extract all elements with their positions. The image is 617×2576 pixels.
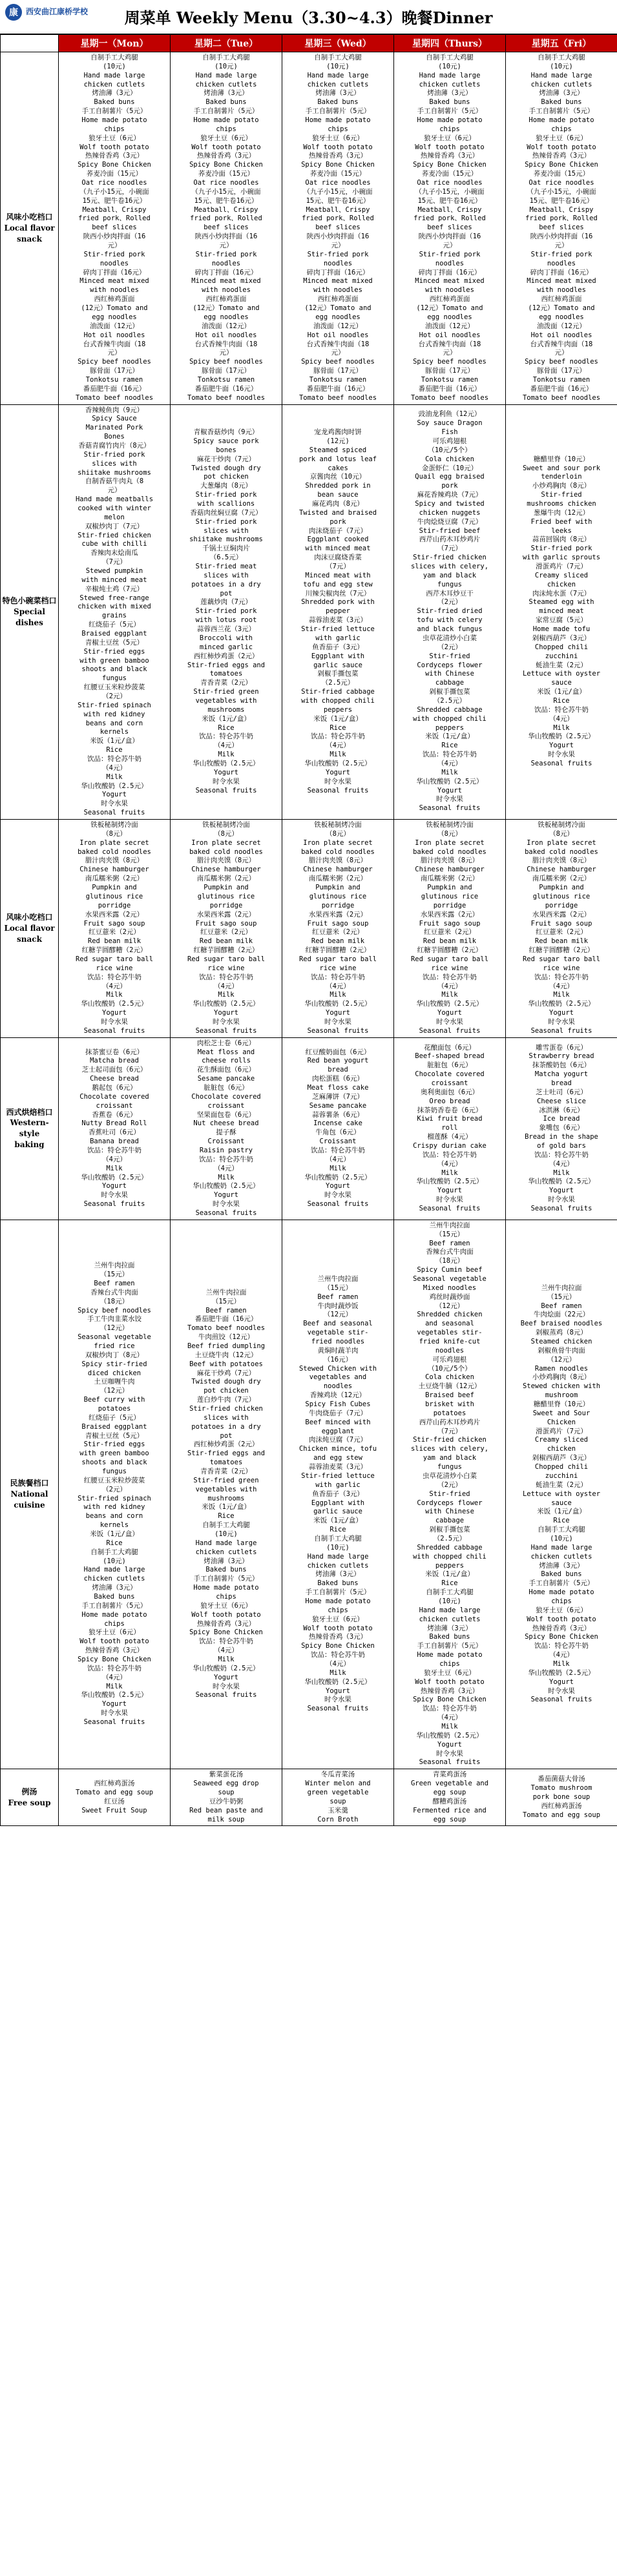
category-label: 民族餐档口 National cuisine (1, 1220, 59, 1769)
menu-row-special-dishes (1, 404, 617, 820)
menu-cell-fri: 雕雪蛋卷（6元） Strawberry bread 抹茶酸奶包（6元） Matcha yogurt bread 芝士吐司（6元） Cheese slice 冰淇淋（6元） Ice bread 象嘴包（6元） Bread in the shape of gold bars 饮品：特仑苏牛奶 （4元） Milk 华山牧酸奶（2.5元） Yogurt 时令水果 Seasonal fruits (506, 1037, 617, 1220)
menu-cell-tue: 兰州牛肉拉面 （15元） Beef ramen 番茄肥牛面（16元） Tomato beef noodles 牛肉煎饺（12元） Beef fried dumpling 土豆烧牛肉（12元） Beef with potatoes 麻花干炒鸡（7元） Twisted dough dry pot chicken 莲白炒牛肉（7元） Stir-fried chicken slices with potatoes in a dry pot 西红柿炒鸡蛋（2元） Stir-fried eggs and tomatoes 青香青菜（2元） Stir-fried green vegetables with mushrooms 米饭（1元/盒） Rice 自制手工大鸡腿 (10元) Hand made large chicken cutlets 烤油薄（3元） Baked buns 手工自制薯片（5元） Home made potato chips 狼牙土豆（6元） Wolf tooth potato 热辣骨香鸡（3元） Spicy Bone Chicken 饮品：特仑苏牛奶 （4元） Milk 华山牧酸奶（2.5元） Yogurt 时令水果 Seasonal fruits (171, 1220, 282, 1769)
menu-row-free-soup (1, 1769, 617, 1826)
menu-cell-thu: 豉油龙利鱼（12元） Soy sauce Dragon Fish 可乐鸡翅根 （10元/5个） Cola chicken 金蛋虾仁（10元） Quail egg braised pork 麻花香辣鸡块（7元） Spicy and twisted chicken nuggets 牛肉烩烧豆腐（7元） Stir-fried beef 西芹山药木耳炒鸡片 （7元） Stir-fried chicken slices with celery, yam and black fungus 西芹木耳炒豆干 （2元） Stir-fried dried tofu with celery and black fungus 虫草花清炒小白菜 （2元） Stir-fried Cordyceps flower with Chinese cabbage 剁椒手撕包菜 （2.5元） Shredded cabbage with chopped chili peppers 米饭（1元/盒） Rice 饮品：特仑苏牛奶 （4元） Milk 华山牧酸奶（2.5元） Yogurt 时令水果 Seasonal fruits (394, 404, 506, 820)
day-header-mon: 星期一（Mon） (59, 35, 171, 52)
menu-cell-tue: 肉松芝士卷（6元） Meat floss and cheese rolls 花生酥面包（6元） Sesame pancake 脏脏包（6元） Chocolate covered croissant 坚果面包卷（6元） Nut cheese bread 提子酥 Croissant Raisin pastry 饮品：特仑苏牛奶 （4元） Milk 华山牧酸奶（2.5元） Yogurt 时令水果 Seasonal fruits (171, 1037, 282, 1220)
corner-cell (1, 35, 59, 52)
school-name: 西安曲江康桥学校 (26, 7, 89, 17)
category-label: 特色小碗菜档口 Special dishes (1, 404, 59, 820)
page-header (0, 0, 617, 34)
menu-cell-fri: 番茄菌菇大骨汤 Tomato mushroom pork bone soup 西红柿鸡蛋汤 Tomato and egg soup (506, 1769, 617, 1826)
day-header-wed: 星期三（Wed） (282, 35, 394, 52)
menu-row-western-baking (1, 1037, 617, 1220)
menu-row-local-snack-2 (1, 820, 617, 1038)
day-header-thu: 星期四（Thurs） (394, 35, 506, 52)
menu-cell-mon: 抹茶蜜豆卷（6元） Matcha bread 芝士起司面包（6元） Cheese bread 鹅起包（6元） Chocolate covered croissant 香蕉卷（6元） Nutty Bread Roll 香蕉吐司（6元） Banana bread 饮品：特仑苏牛奶 （4元） Milk 华山牧酸奶（2.5元） Yogurt 时令水果 Seasonal fruits (59, 1037, 171, 1220)
menu-cell-thu: 自制手工大鸡腿 (10元) Hand made large chicken cutlets 烤油薄（3元） Baked buns 手工自制薯片（5元） Home made potato chips 狼牙土豆（6元） Wolf tooth potato 热辣骨香鸡（3元） Spicy Bone Chicken 荞麦冷面（15元） Oat rice noodles （九子小15元，小碗面 15元、肥牛卷16元） Meatball、Crispy fried pork、Rolled beef slices 陕西小炒肉拌面（16 元） Stir-fried pork noodles 碎肉丁拌面（16元） Minced meat mixed with noodles 西红柿鸡蛋面 (12元）Tomato and egg noodles 油泼面（12元） Hot oil noodles 台式香辣牛肉面（18 元） Spicy beef noodles 豚骨面（17元） Tonkotsu ramen 番茄肥牛面（16元） Tomato beef noodles (394, 52, 506, 405)
day-header-row (1, 35, 617, 52)
menu-cell-tue: 自制手工大鸡腿 (10元) Hand made large chicken cutlets 烤油薄（3元） Baked buns 手工自制薯片（5元） Home made potato chips 狼牙土豆（6元） Wolf tooth potato 热辣骨香鸡（3元） Spicy Bone Chicken 荞麦冷面（15元） Oat rice noodles （九子小15元，小碗面 15元、肥牛卷16元） Meatball、Crispy fried pork、Rolled beef slices 陕西小炒肉拌面（16 元） Stir-fried pork noodles 碎肉丁拌面（16元） Minced meat mixed with noodles 西红柿鸡蛋面 (12元）Tomato and egg noodles 油泼面（12元） Hot oil noodles 台式香辣牛肉面（18 元） Spicy beef noodles 豚骨面（17元） Tonkotsu ramen 番茄肥牛面（16元） Tomato beef noodles (171, 52, 282, 405)
menu-cell-wed: 兰州牛肉拉面 （15元） Beef ramen 牛肉时蔬炒饭 （12元） Beef and seasonal vegetable stir- fried noodles 黄焖时蔬羊肉 （16元） Stewed Chicken with vegetables and noodles 香辣鸡块（12元） Spicy Fish Cubes 牛肉烧茄子（7元） Beef minced with eggplant 肉沫炖豆腐（7元） Chicken mince, tofu and egg stew 蒜蓉油麦菜（3元） Stir-fried lettuce with garlic 鱼香茄子（3元） Eggplant with garlic sauce 米饭（1元/盒） Rice 自制手工大鸡腿 (10元) Hand made large chicken cutlets 烤油薄（3元） Baked buns 手工自制薯片（5元） Home made potato chips 狼牙土豆（6元） Wolf tooth potato 热辣骨香鸡（3元） Spicy Bone Chicken 饮品：特仑苏牛奶 （4元） Milk 华山牧酸奶（2.5元） Yogurt 时令水果 Seasonal fruits (282, 1220, 394, 1769)
category-label: 风味小吃档口 Local flavor snack (1, 820, 59, 1038)
category-label: 风味小吃档口 Local flavor snack (1, 52, 59, 405)
menu-cell-thu: 花酿面包（6元） Beef-shaped bread 脏脏包（6元） Chocolate covered croissant 奥利奥面包（6元） Oreo bread 抹茶奶香卷卷（6元） Kiwi fruit bread roll 榴莲酥（4元） Crispy durian cake 饮品：特仑苏牛奶 （4元） Milk 华山牧酸奶（2.5元） Yogurt 时令水果 Seasonal fruits (394, 1037, 506, 1220)
day-header-tue: 星期二（Tue） (171, 35, 282, 52)
menu-cell-fri: 自制手工大鸡腿 (10元) Hand made large chicken cutlets 烤油薄（3元） Baked buns 手工自制薯片（5元） Home made potato chips 狼牙土豆（6元） Wolf tooth potato 热辣骨香鸡（3元） Spicy Bone Chicken 荞麦冷面（15元） Oat rice noodles （九子小15元，小碗面 15元、肥牛卷16元） Meatball、Crispy fried pork、Rolled beef slices 陕西小炒肉拌面（16 元） Stir-fried pork noodles 碎肉丁拌面（16元） Minced meat mixed with noodles 西红柿鸡蛋面 (12元）Tomato and egg noodles 油泼面（12元） Hot oil noodles 台式香辣牛肉面（18 元） Spicy beef noodles 豚骨面（17元） Tonkotsu ramen 番茄肥牛面（16元） Tomato beef noodles (506, 52, 617, 405)
menu-cell-mon: 香辣鲮鱼肉（9元） Spicy Sauce Marinated Pork Bones 香菇青腐竹肉片（8元） Stir-fried pork slices with shiitake mushrooms 自制香菇牛肉丸（8 元） Hand made meatballs cooked with winter melon 双椒炒肉丁（7元） Stir-fried chicken cube with chilli 香辣肉末烩南瓜 （7元） Stewed pumpkin with minced meat 辛椒炖土鸡（7元） Stewed free-range chicken with mixed grains 红烧茄子（5元） Braised eggplant 青椒土豆丝（5元） Stir-fried eggs with green bamboo shoots and black fungus 红腰豆玉米粒炒菠菜 （2元） Stir-fried spinach with red kidney beans and corn kernels 米饭（1元/盒） Rice 饮品：特仑苏牛奶 （4元） Milk 华山牧酸奶（2.5元） Yogurt 时令水果 Seasonal fruits (59, 404, 171, 820)
menu-cell-mon: 兰州牛肉拉面 （15元） Beef ramen 香辣台式牛肉面 （18元） Spicy beef noodles 手工牛肉韭菜水饺 （12元） Seasonal vegetable fried rice 双椒炒肉丁（8元） Spicy stir-fried diced chicken 土豆咖喱牛肉 （12元） Beef curry with potatoes 红烧茄子（5元） Braised eggplant 青椒土豆丝（5元） Stir-fried eggs with green bamboo shoots and black fungus 红腰豆玉米粒炒菠菜 （2元） Stir-fried spinach with red kidney beans and corn kernels 米饭（1元/盒） Rice 自制手工大鸡腿 (10元) Hand made large chicken cutlets 烤油薄（3元） Baked buns 手工自制薯片（5元） Home made potato chips 狼牙土豆（6元） Wolf tooth potato 热辣骨香鸡（3元） Spicy Bone Chicken 饮品：特仑苏牛奶 （4元） Milk 华山牧酸奶（2.5元） Yogurt 时令水果 Seasonal fruits (59, 1220, 171, 1769)
menu-cell-wed: 宠龙鸡酱肉时饼 (12元) Steamed spiced pork and lotus leaf cakes 京酱肉丝（10元） Shredded pork in bean sauce 麻花鸡肉（8元） Twisted and braised pork 肉沫烧茄子（7元） Eggplant cooked with minced meat 肉沫豆腐烧香菜 （7元） Minced meat with tofu and egg stew 川辣尖椒肉丝（7元） Shredded pork with pepper 蒜蓉油麦菜（3元） Stir-fried lettuce with garlic 鱼香茄子（3元） Eggplant with garlic sauce 剁椒手撕包菜 （2.5元） Stir-fried cabbage with chopped chili peppers 米饭（1元/盒） Rice 饮品：特仑苏牛奶 （4元） Milk 华山牧酸奶（2.5元） Yogurt 时令水果 Seasonal fruits (282, 404, 394, 820)
menu-cell-thu: 兰州牛肉拉面 （15元） Beef ramen 香辣台式牛肉面 （18元） Spicy Cumin beef Seasonal vegetable Mixed noodles 鸡丝时蔬炒面 （12元） Shredded chicken and seasonal vegetables stir- fried knife-cut noodles 可乐鸡翅根 （10元/5个） Cola chicken 土豆烧牛腩（12元） Braised beef brisket with potatoes 西芹山药木耳炒鸡片 （7元） Stir-fried chicken slices with celery, yam and black fungus 虫草花清炒小白菜 （2元） Stir-fried Cordyceps flower with Chinese cabbage 剁椒手撕包菜 （2.5元） Shredded cabbage with chopped chili peppers 米饭（1元/盒） Rice 自制手工大鸡腿 (10元) Hand made large chicken cutlets 烤油薄（3元） Baked buns 手工自制薯片（5元） Home made potato chips 狼牙土豆（6元） Wolf tooth potato 热辣骨香鸡（3元） Spicy Bone Chicken 饮品：特仑苏牛奶 （4元） Milk 华山牧酸奶（2.5元） Yogurt 时令水果 Seasonal fruits (394, 1220, 506, 1769)
day-header-fri: 星期五（Fri） (506, 35, 617, 52)
menu-cell-tue: 青椒香菇炒肉（9元） Spicy sauce pork bones 麻花干炒肉（7元） Twisted dough dry pot chicken 大葱爆肉（8元） Stir-fried pork with scallions 香菇肉丝焖豆腐（7元） Stir-fried pork slices with shiitake mushrooms 千锅土豆焖肉片 （6.5元） Stir-fried meat slices with potatoes in a dry pot 莲藕炒肉（7元） Stir-fried pork with lotus root 蒜蓉西兰花（3元） Broccoli with minced garlic 西红柿炒鸡蛋（2元） Stir-fried eggs and tomatoes 青香青菜（2元） Stir-fried green vegetables with mushrooms 米饭（1元/盒） Rice 饮品：特仑苏牛奶 （4元） Milk 华山牧酸奶（2.5元） Yogurt 时令水果 Seasonal fruits (171, 404, 282, 820)
menu-cell-fri: 铁板秘制烤冷面 （8元） Iron plate secret baked cold noodles 腊汁肉夹馍（8元） Chinese hamburger 南瓜糯米粥（2元） Pumpkin and glutinous rice porridge 水果西米露（2元） Fruit sago soup 红豆薏米（2元） Red bean milk 红糖芋圆醪糟（2元） Red sugar taro ball rice wine 饮品：特仑苏牛奶 （4元） Milk 华山牧酸奶（2.5元） Yogurt 时令水果 Seasonal fruits (506, 820, 617, 1038)
menu-cell-mon: 自制手工大鸡腿 (10元) Hand made large chicken cutlets 烤油薄（3元） Baked buns 手工自制薯片（5元） Home made potato chips 狼牙土豆（6元） Wolf tooth potato 热辣骨香鸡（3元） Spicy Bone Chicken 荞麦冷面（15元） Oat rice noodles （九子小15元，小碗面 15元、肥牛卷16元） Meatball、Crispy fried pork、Rolled beef slices 陕西小炒肉拌面（16 元） Stir-fried pork noodles 碎肉丁拌面（16元） Minced meat mixed with noodles 西红柿鸡蛋面 (12元）Tomato and egg noodles 油泼面（12元） Hot oil noodles 台式香辣牛肉面（18 元） Spicy beef noodles 豚骨面（17元） Tonkotsu ramen 番茄肥牛面（16元） Tomato beef noodles (59, 52, 171, 405)
menu-cell-thu: 青菜鸡蛋汤 Green vegetable and egg soup 醪糟鸡蛋汤 Fermented rice and egg soup (394, 1769, 506, 1826)
menu-row-local-snack (1, 52, 617, 405)
menu-cell-tue: 紫菜蛋花汤 Seaweed egg drop soup 豆沙牛奶粥 Red bean paste and milk soup (171, 1769, 282, 1826)
menu-cell-mon: 铁板秘制烤冷面 （8元） Iron plate secret baked cold noodles 腊汁肉夹馍（8元） Chinese hamburger 南瓜糯米粥（2元） Pumpkin and glutinous rice porridge 水果西米露（2元） Fruit sago soup 红豆薏米（2元） Red bean milk 红糖芋圆醪糟（2元） Red sugar taro ball rice wine 饮品：特仑苏牛奶 （4元） Milk 华山牧酸奶（2.5元） Yogurt 时令水果 Seasonal fruits (59, 820, 171, 1038)
menu-cell-wed: 冬瓜青菜汤 Winter melon and green vegetable soup 玉米羹 Corn Broth (282, 1769, 394, 1826)
menu-cell-wed: 铁板秘制烤冷面 （8元） Iron plate secret baked cold noodles 腊汁肉夹馍（8元） Chinese hamburger 南瓜糯米粥（2元） Pumpkin and glutinous rice porridge 水果西米露（2元） Fruit sago soup 红豆薏米（2元） Red bean milk 红糖芋圆醪糟（2元） Red sugar taro ball rice wine 饮品：特仑苏牛奶 （4元） Milk 华山牧酸奶（2.5元） Yogurt 时令水果 Seasonal fruits (282, 820, 394, 1038)
menu-cell-thu: 铁板秘制烤冷面 （8元） Iron plate secret baked cold noodles 腊汁肉夹馍（8元） Chinese hamburger 南瓜糯米粥（2元） Pumpkin and glutinous rice porridge 水果西米露（2元） Fruit sago soup 红豆薏米（2元） Red bean milk 红糖芋圆醪糟（2元） Red sugar taro ball rice wine 饮品：特仑苏牛奶 （4元） Milk 华山牧酸奶（2.5元） Yogurt 时令水果 Seasonal fruits (394, 820, 506, 1038)
menu-row-national-cuisine (1, 1220, 617, 1769)
menu-cell-tue: 铁板秘制烤冷面 （8元） Iron plate secret baked cold noodles 腊汁肉夹馍（8元） Chinese hamburger 南瓜糯米粥（2元） Pumpkin and glutinous rice porridge 水果西米露（2元） Fruit sago soup 红豆薏米（2元） Red bean milk 红糖芋圆醪糟（2元） Red sugar taro ball rice wine 饮品：特仑苏牛奶 （4元） Milk 华山牧酸奶（2.5元） Yogurt 时令水果 Seasonal fruits (171, 820, 282, 1038)
menu-cell-fri: 兰州牛肉拉面 （15元） Beef ramen 牛肉烩面（22元） Beef braised noodles 剁椒蒸鸡（8元） Steamed chicken 剁椒鱼骨牛肉面 （12元） Ramen noodles 小炒鸡胸肉（8元） Stewed chicken with mushroom 糖醋里脊（10元） Sweet and Sour Chicken 滑蛋鸡片（7元） Creamy sliced chicken 剁椒西葫芦（3元） Chopped chili zucchini 蚝油生菜（2元） Lettuce with oyster sauce 米饭（1元/盒） Rice 自制手工大鸡腿 (10元) Hand made large chicken cutlets 烤油薄（3元） Baked buns 手工自制薯片（5元） Home made potato chips 狼牙土豆（6元） Wolf tooth potato 热辣骨香鸡（3元） Spicy Bone Chicken 饮品：特仑苏牛奶 （4元） Milk 华山牧酸奶（2.5元） Yogurt 时令水果 Seasonal fruits (506, 1220, 617, 1769)
category-label: 西式烘焙档口 Western-style baking (1, 1037, 59, 1220)
category-label: 例汤 Free soup (1, 1769, 59, 1826)
menu-cell-fri: 糖醋里脊（10元） Sweet and sour pork tenderloin 小炒鸡胸肉（8元） Stir-fried mushrooms chicken 葱爆牛肉（12元） Fried beef with leeks 蒜苗回锅肉（8元） Stir-fried pork with garlic sprouts 滑蛋鸡片（7元） Creamy sliced chicken 肉沫炖水蛋（7元） Steamed egg with minced meat 家常豆腐（5元） Home made tofu 剁椒西葫芦（3元） Chopped chili zucchini 蚝油生菜（2元） Lettuce with oyster sauce 米饭（1元/盒） Rice 饮品：特仑苏牛奶 （4元） Milk 华山牧酸奶（2.5元） Yogurt 时令水果 Seasonal fruits (506, 404, 617, 820)
menu-body (1, 52, 617, 1826)
school-emblem-icon: 康 (5, 4, 22, 21)
menu-cell-wed: 自制手工大鸡腿 (10元) Hand made large chicken cutlets 烤油薄（3元） Baked buns 手工自制薯片（5元） Home made potato chips 狼牙土豆（6元） Wolf tooth potato 热辣骨香鸡（3元） Spicy Bone Chicken 荞麦冷面（15元） Oat rice noodles （九子小15元，小碗面 15元、肥牛卷16元） Meatball、Crispy fried pork、Rolled beef slices 陕西小炒肉拌面（16 元） Stir-fried pork noodles 碎肉丁拌面（16元） Minced meat mixed with noodles 西红柿鸡蛋面 (12元）Tomato and egg noodles 油泼面（12元） Hot oil noodles 台式香辣牛肉面（18 元） Spicy beef noodles 豚骨面（17元） Tonkotsu ramen 番茄肥牛面（16元） Tomato beef noodles (282, 52, 394, 405)
menu-cell-mon: 西红柿鸡蛋汤 Tomato and egg soup 红豆汤 Sweet Fruit Soup (59, 1769, 171, 1826)
page-title: 周菜单 Weekly Menu（3.30~4.3）晚餐Dinner (124, 8, 493, 27)
menu-table (0, 34, 617, 1826)
menu-cell-wed: 红豆酸奶面包（6元） Red bean yogurt bread 肉松蛋糕（6元） Meat floss cake 芝麻薄饼（7元） Sesame pancake 蒜蓉薯条（6元） Incense cake 牛角包（6元） Croissant 饮品：特仑苏牛奶 （4元） Milk 华山牧酸奶（2.5元） Yogurt 时令水果 Seasonal fruits (282, 1037, 394, 1220)
